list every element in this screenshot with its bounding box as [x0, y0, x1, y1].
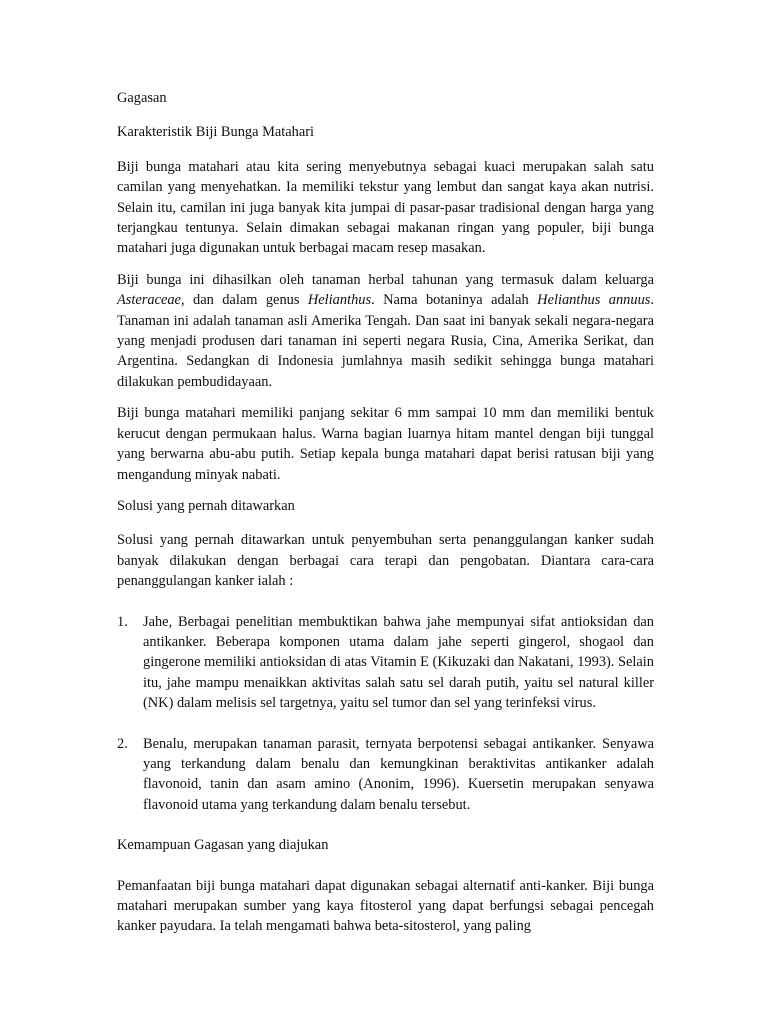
- italic-helianthus-annuus: Helianthus annuus: [537, 292, 651, 309]
- paragraph-intro: Biji bunga matahari atau kita sering menyebutnya sebagai kuaci merupakan salah satu camilan yang menyehatkan. Ia memiliki tekstur yang lembut dan sangat kaya akan nutrisi. Selain itu, camilan ini juga banyak kita jumpai di pasar-pasar tradisional dengan harga yang terjangkau tentunya. Selain dimakan sebagai makanan ringan yang populer, biji bunga matahari juga digunakan untuk berbagai macam resep masakan.: [117, 158, 654, 257]
- list-item-number: 2.: [117, 735, 128, 752]
- paragraph-origin-text-1: Biji bunga ini dihasilkan oleh tanaman herbal tahunan yang termasuk dalam keluarga: [117, 271, 654, 288]
- list-item-text: Jahe, Berbagai penelitian membuktikan bahwa jahe mempunyai sifat antioksidan dan antikanker. Beberapa komponen utama dalam jahe seperti gingerol, shogaol dan gingerone memiliki antioksidan di atas Vitamin E (Kikuzaki dan Nakatani, 1993). Selain itu, jahe mampu menaikkan aktivitas salah satu sel darah putih, yaitu sel natural killer (NK) dalam melisis sel targetnya, yaitu sel tumor dan sel yang terinfeksi virus.: [143, 613, 654, 712]
- paragraph-proposal: Pemanfaatan biji bunga matahari dapat digunakan sebagai alternatif anti-kanker. Biji bunga matahari merupakan sumber yang kaya fitosterol yang dapat berfungsi sebagai pencegah kanker payudara. Ia telah mengamati bahwa beta-sitosterol, yang paling: [117, 877, 654, 935]
- paragraph-origin-text-2: , dan dalam genus: [180, 292, 308, 309]
- section-heading-proposal: Kemampuan Gagasan yang diajukan: [117, 837, 329, 854]
- list-item-number: 1.: [117, 613, 128, 630]
- treatment-list: [117, 612, 654, 816]
- italic-helianthus: Helianthus: [307, 292, 372, 309]
- section-heading-characteristics: Karakteristik Biji Bunga Matahari: [117, 124, 315, 141]
- paragraph-origin-text-4: . Tanaman ini adalah tanaman asli Amerika Tengah. Dan saat ini banyak sekali negara-negara yang menjadi produsen dari tanaman ini seperti negara Rusia, Cina, Amerika Serikat, dan Argentina. Sedangkan di Indonesia jumlahnya masih sedikit sehingga bunga matahari dilakukan pembudidayaan.: [117, 292, 654, 390]
- italic-asteraceae: Asteraceae: [117, 292, 181, 309]
- document-title: Gagasan: [117, 90, 167, 106]
- paragraph-origin: [117, 270, 654, 392]
- paragraph-seed-description: Biji bunga matahari memiliki panjang sekitar 6 mm sampai 10 mm dan memiliki bentuk kerucut dengan permukaan halus. Warna bagian luarnya hitam mantel dengan biji tunggal yang berwarna abu-abu putih. Setiap kepala bunga matahari dapat berisi ratusan biji yang mengandung minyak nabati.: [117, 405, 654, 483]
- paragraph-solutions: Solusi yang pernah ditawarkan untuk penyembuhan serta penanggulangan kanker sudah banyak dilakukan dengan berbagai cara terapi dan pengobatan. Diantara cara-cara penanggulangan kanker ialah :: [117, 532, 654, 590]
- list-item: [117, 612, 654, 714]
- paragraph-origin-text-3: . Nama botaninya adalah: [371, 292, 538, 309]
- list-item: [117, 734, 654, 816]
- list-item-text: Benalu, merupakan tanaman parasit, ternyata berpotensi sebagai antikanker. Senyawa yang terkandung dalam benalu dan kemungkinan beraktivitas antikanker adalah flavonoid, tanin dan asam amino (Anonim, 1996). Kuersetin merupakan senyawa flavonoid utama yang terkandung dalam benalu tersebut.: [143, 735, 654, 813]
- document-page: [117, 88, 654, 937]
- section-heading-solutions: Solusi yang pernah ditawarkan: [117, 497, 295, 514]
